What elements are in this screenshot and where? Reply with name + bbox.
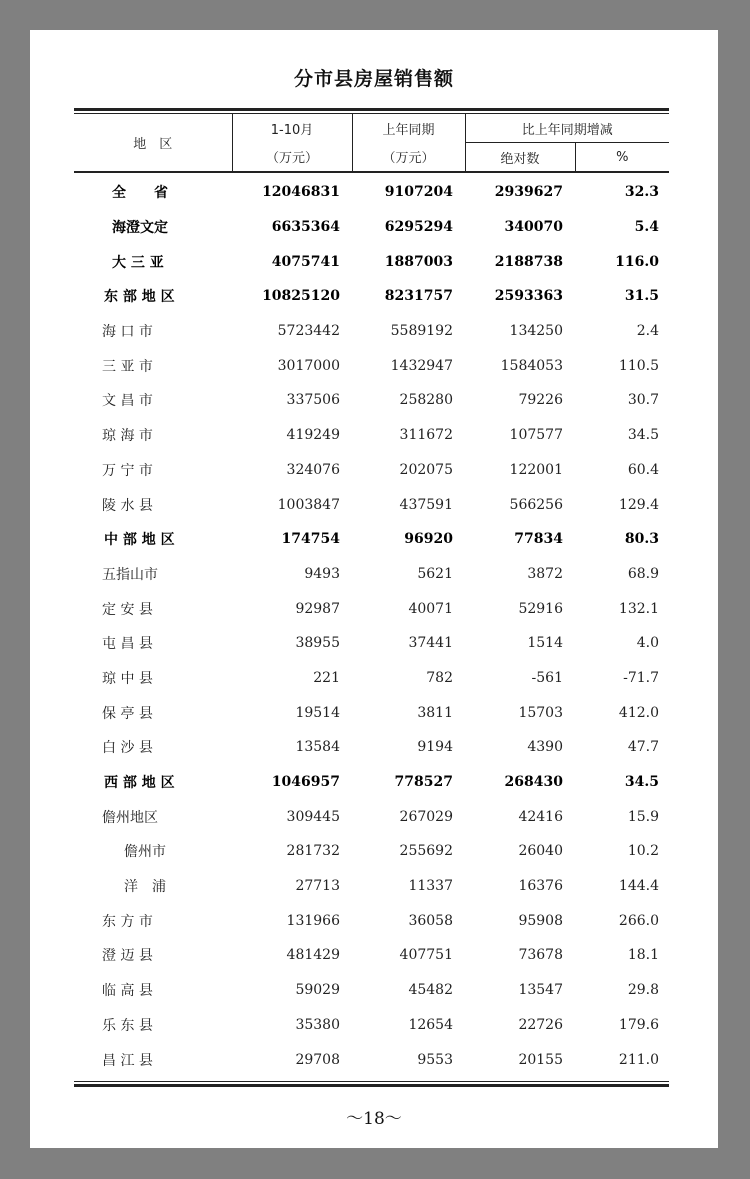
header-abs: 绝对数 [465,143,575,173]
abs-change-value: -561 [531,669,563,686]
ytd-value: 92987 [295,600,340,617]
prev-value: 267029 [399,808,453,825]
abs-change-value: 3872 [527,565,563,582]
prev-value: 40071 [408,600,453,617]
abs-change-value: 16376 [518,878,563,895]
ytd-value: 324076 [286,461,340,478]
pct-change-value: 10.2 [627,843,660,860]
prev-value: 12654 [408,1016,453,1033]
table-row [74,314,669,349]
ytd-value: 9493 [304,565,340,582]
prev-value: 782 [426,669,453,686]
table-row [74,487,669,522]
header-prev: 上年同期 [352,114,465,143]
pct-change-value: 15.9 [627,808,660,825]
abs-change-value: 73678 [518,947,563,964]
table-row [74,591,669,626]
ytd-value: 481429 [286,947,340,964]
pct-change-value: 18.1 [627,947,660,964]
table-row [74,973,669,1008]
abs-change-value: 2939627 [494,184,563,201]
abs-change-value: 107577 [509,427,563,444]
region-name: 三 亚 市 [102,358,153,375]
pct-change-value: 30.7 [627,392,660,409]
region-name: 儋州地区 [102,809,158,826]
region-name: 琼 中 县 [102,670,153,687]
pct-change-value: 31.5 [624,288,660,305]
abs-change-value: 15703 [518,704,563,721]
table-row [74,765,669,800]
pct-change-value: 47.7 [627,739,660,756]
pct-change-value: 5.4 [634,219,660,236]
region-name: 五指山市 [102,566,158,583]
prev-value: 311672 [399,427,453,444]
prev-value: 255692 [399,843,453,860]
ytd-value: 10825120 [262,288,340,305]
prev-value: 407751 [399,947,453,964]
abs-change-value: 134250 [509,323,563,340]
header-ytd: 1-10月 [232,114,352,143]
prev-value: 37441 [408,635,453,652]
ytd-value: 419249 [286,427,340,444]
pct-change-value: 32.3 [624,184,660,201]
prev-value: 5589192 [390,323,453,340]
header-change: 比上年同期增减 [465,114,669,143]
abs-change-value: 20155 [518,1051,563,1068]
pct-change-value: 29.8 [627,982,660,999]
region-name: 海 口 市 [102,324,153,341]
abs-change-value: 340070 [504,219,563,236]
ytd-value: 13584 [295,739,340,756]
pct-change-value: 110.5 [618,357,660,374]
abs-change-value: 95908 [518,912,563,929]
prev-value: 202075 [399,461,453,478]
region-name: 琼 海 市 [102,428,153,445]
table-row [74,383,669,418]
pct-change-value: 34.5 [624,774,660,791]
region-name: 乐 东 县 [102,1017,153,1034]
abs-change-value: 52916 [518,600,563,617]
prev-value: 6295294 [384,219,453,236]
pct-change-value: 132.1 [618,600,660,617]
abs-change-value: 22726 [518,1016,563,1033]
table-row [74,903,669,938]
region-name: 白 沙 县 [102,740,153,757]
ytd-value: 131966 [286,912,340,929]
ytd-value: 337506 [286,392,340,409]
region-name: 屯 昌 县 [102,636,153,653]
ytd-value: 19514 [295,704,340,721]
header-pct: % [575,143,669,173]
table-row [74,453,669,488]
region-name: 陵 水 县 [102,497,153,514]
abs-change-value: 2188738 [494,253,563,270]
ytd-value: 3017000 [277,357,340,374]
pct-change-value: 179.6 [618,1016,660,1033]
ytd-value: 281732 [286,843,340,860]
bottom-rule [74,1081,669,1087]
pct-change-value: 68.9 [627,565,660,582]
pct-change-value: 412.0 [618,704,660,721]
ytd-value: 29708 [295,1051,340,1068]
region-name: 东 方 市 [102,913,153,930]
abs-change-value: 77834 [514,531,563,548]
abs-change-value: 2593363 [494,288,563,305]
ytd-value: 221 [313,669,340,686]
sales-table [74,114,669,1077]
ytd-value: 5723442 [277,323,340,340]
abs-change-value: 13547 [518,982,563,999]
prev-value: 9107204 [384,184,453,201]
prev-value: 45482 [408,982,453,999]
prev-value: 11337 [408,878,453,895]
table-row [74,244,669,279]
region-name: 中 部 地 区 [104,532,175,549]
pct-change-value: 144.4 [618,878,660,895]
region-name: 保 亭 县 [102,705,153,722]
pct-change-value: 266.0 [618,912,660,929]
pct-change-value: 211.0 [618,1051,660,1068]
region-name: 全 省 [112,185,168,202]
table-row [74,834,669,869]
pct-change-value: 80.3 [624,531,660,548]
pct-change-value: 4.0 [636,635,660,652]
region-name: 定 安 县 [102,601,153,618]
table-body [74,172,669,1077]
table-title: 分市县房屋销售额 [293,68,454,90]
ytd-value: 27713 [295,878,340,895]
region-name: 儋州市 [124,844,166,861]
table-row [74,626,669,661]
table-row [74,1008,669,1043]
abs-change-value: 79226 [518,392,563,409]
prev-value: 96920 [404,531,453,548]
region-name: 西 部 地 区 [104,775,175,792]
abs-change-value: 42416 [518,808,563,825]
ytd-value: 174754 [281,531,340,548]
abs-change-value: 1514 [527,635,563,652]
ytd-value: 38955 [295,635,340,652]
region-name: 海澄文定 [112,220,168,237]
table-row [74,869,669,904]
table-row [74,210,669,245]
prev-value: 258280 [399,392,453,409]
ytd-value: 35380 [295,1016,340,1033]
region-name: 澄 迈 县 [102,948,153,965]
table-row [74,730,669,765]
table-row [74,172,669,210]
sales-table-container [74,108,669,1087]
table-row [74,418,669,453]
region-name: 文 昌 市 [102,393,153,410]
region-name: 万 宁 市 [102,462,153,479]
abs-change-value: 268430 [504,774,563,791]
ytd-value: 1046957 [271,774,340,791]
table-row [74,1042,669,1077]
document-page [30,30,718,1148]
prev-value: 36058 [408,912,453,929]
table-row [74,557,669,592]
header-ytd-unit: （万元） [232,143,352,173]
abs-change-value: 4390 [527,739,563,756]
header-region: 地 区 [74,114,232,172]
region-name: 大 三 亚 [112,254,164,271]
ytd-value: 59029 [295,982,340,999]
pct-change-value: 129.4 [618,496,660,513]
table-row [74,695,669,730]
ytd-value: 12046831 [262,184,340,201]
ytd-value: 4075741 [271,253,340,270]
prev-value: 8231757 [384,288,453,305]
table-row [74,938,669,973]
abs-change-value: 1584053 [500,357,563,374]
abs-change-value: 26040 [518,843,563,860]
pct-change-value: -71.7 [623,669,660,686]
table-row [74,661,669,696]
table-row [74,799,669,834]
ytd-value: 1003847 [277,496,340,513]
prev-value: 5621 [417,565,453,582]
table-row [74,522,669,557]
table-row [74,348,669,383]
ytd-value: 309445 [286,808,340,825]
table-header [74,114,669,172]
abs-change-value: 566256 [509,496,563,513]
region-name: 临 高 县 [102,983,153,1000]
prev-value: 9194 [417,739,453,756]
prev-value: 1432947 [390,357,453,374]
table-row [74,279,669,314]
region-name: 东 部 地 区 [104,289,175,306]
region-name: 洋 浦 [124,879,166,896]
prev-value: 1887003 [384,253,453,270]
header-prev-unit: （万元） [352,143,465,173]
pct-change-value: 2.4 [636,323,660,340]
pct-change-value: 34.5 [627,427,660,444]
prev-value: 437591 [399,496,453,513]
abs-change-value: 122001 [509,461,563,478]
prev-value: 9553 [417,1051,453,1068]
prev-value: 3811 [417,704,453,721]
page-number: ～18～ [346,1109,402,1129]
prev-value: 778527 [394,774,453,791]
pct-change-value: 116.0 [615,253,660,270]
pct-change-value: 60.4 [627,461,660,478]
ytd-value: 6635364 [271,219,340,236]
region-name: 昌 江 县 [102,1052,153,1069]
